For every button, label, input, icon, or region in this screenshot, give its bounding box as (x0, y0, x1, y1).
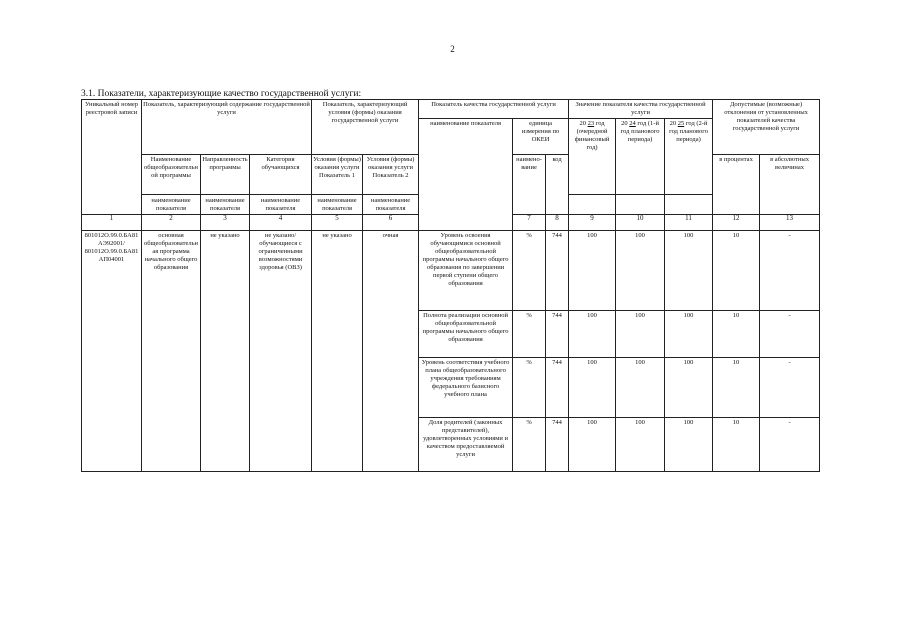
registry-number: 801012О.99.0.БА81АЭ92001/ 801012О.99.0.БА81АП04001 (82, 231, 142, 472)
program-name: основная общеобразовательная программа начального общего образования (142, 231, 201, 472)
indicator-deviation-absolute: - (760, 418, 820, 472)
header-deviation-absolute: в абсолютных величинах (760, 154, 820, 214)
indicator-value-1: 100 (569, 418, 616, 472)
indicator-deviation-absolute: - (760, 358, 820, 418)
quality-indicators-table (81, 99, 820, 472)
indicator-deviation-absolute: - (760, 311, 820, 358)
student-category: не указано/ обучающиеся с ограниченными возможностями здоровья (ОВЗ) (250, 231, 312, 472)
header-unit-code: код (546, 154, 569, 214)
col-number: 13 (760, 214, 820, 230)
indicator-deviation-percent: 10 (713, 418, 760, 472)
header-condition-2: Условия (формы) оказания услуги Показатель 2 (363, 154, 419, 194)
header-naim-3: наименование показателя (201, 194, 250, 214)
indicator-code: 744 (546, 231, 569, 311)
header-content-indicator: Показатель, характеризующий содержание государственной услуги (142, 100, 312, 155)
header-program-name: Наименование общеобразовательной программы (142, 154, 201, 194)
col-number: 11 (665, 214, 713, 230)
col-number: 10 (616, 214, 665, 230)
header-naim-5: наименование показателя (312, 194, 363, 214)
program-direction: не указано (201, 231, 250, 472)
header-year-1: 20 23 год (очередной финансовый год) (569, 118, 616, 194)
header-registry-number: Уникальный номер реестровой записи (82, 100, 142, 155)
section-title: 3.1. Показатели, характеризующие качество государственной услуги: (81, 89, 362, 99)
indicator-name: Уровень соответствия учебного плана общеобразовательного учреждения требованиям федерального базисного учебного плана (419, 358, 513, 418)
indicator-deviation-percent: 10 (713, 311, 760, 358)
year-2-number: 24 (629, 119, 636, 127)
indicator-value-2: 100 (616, 231, 665, 311)
indicator-name: Полнота реализации основной общеобразовательной программы начального общего образования (419, 311, 513, 358)
indicator-name: Уровень освоения обучающимися основной общеобразовательной программы начального общего образования по завершении первой ступени общего образования (419, 231, 513, 311)
indicator-value-2: 100 (616, 358, 665, 418)
header-condition-1: Условия (формы) оказания услуги Показатель 1 (312, 154, 363, 194)
year-2-desc: (1-й год планового периода) (620, 119, 660, 143)
indicator-name: Доля родителей (законных представителей), удовлетворенных условиями и качеством предоставляемой услуги (419, 418, 513, 472)
indicator-deviation-absolute: - (760, 231, 820, 311)
header-naim-2: наименование показателя (142, 194, 201, 214)
indicator-value-1: 100 (569, 231, 616, 311)
col-number: 5 (312, 214, 363, 230)
header-deviation-percent: в процентах (713, 154, 760, 214)
indicator-value-1: 100 (569, 358, 616, 418)
header-unit-label: единица измерения по ОКЕИ (521, 119, 560, 143)
header-year-2: 20 24 год (1-й год планового периода) (616, 118, 665, 194)
year-3-number: 25 (677, 119, 685, 127)
col-number: 9 (569, 214, 616, 230)
year-1-number: 23 (587, 119, 595, 127)
header-naim-6: наименование показателя (363, 194, 419, 214)
col-number: 12 (713, 214, 760, 230)
condition-1: не указано (312, 231, 363, 472)
indicator-code: 744 (546, 358, 569, 418)
year-3-desc: (2-й год планового периода) (669, 119, 708, 143)
indicator-unit: % (513, 418, 546, 472)
indicator-value-3: 100 (665, 418, 713, 472)
indicator-value-3: 100 (665, 358, 713, 418)
table-row (82, 231, 820, 311)
indicator-value-2: 100 (616, 311, 665, 358)
col-number: 4 (250, 214, 312, 230)
header-deviation: Допустимые (возможные) отклонения от установленных показателей качества государственной услуги (713, 100, 820, 155)
indicator-value-2: 100 (616, 418, 665, 472)
header-quality-value: Значение показателя качества государственной услуги (569, 100, 713, 119)
indicator-deviation-percent: 10 (713, 358, 760, 418)
condition-2: очная (363, 231, 419, 472)
header-unit-name: наимено-вание (513, 154, 546, 214)
indicator-value-3: 100 (665, 311, 713, 358)
header-indicator-name: наименование показателя (419, 118, 513, 230)
col-number: 8 (546, 214, 569, 230)
col-number: 6 (363, 214, 419, 230)
indicator-code: 744 (546, 418, 569, 472)
indicator-value-1: 100 (569, 311, 616, 358)
year-1-desc: (очередной финансовый год) (574, 127, 610, 151)
col-number: 1 (82, 214, 142, 230)
indicator-unit: % (513, 358, 546, 418)
col-number: 2 (142, 214, 201, 230)
col-number: 3 (201, 214, 250, 230)
header-naim-4: наименование показателя (250, 194, 312, 214)
indicator-unit: % (513, 231, 546, 311)
header-program-direction: Направленность программы (201, 154, 250, 194)
header-year-3: 20 25 год (2-й год планового периода) (665, 118, 713, 194)
indicator-value-3: 100 (665, 231, 713, 311)
indicator-unit: % (513, 311, 546, 358)
indicator-code: 744 (546, 311, 569, 358)
header-student-category: Категория обучающихся (250, 154, 312, 194)
header-quality-indicator: Показатель качества государственной услуги (419, 100, 569, 119)
col-number: 7 (513, 214, 546, 230)
header-condition-indicator: Показатель, характеризующий условия (формы) оказания государственной услуги (312, 100, 419, 155)
indicator-deviation-percent: 10 (713, 231, 760, 311)
header-unit (513, 118, 569, 154)
page-number: 2 (450, 44, 455, 54)
